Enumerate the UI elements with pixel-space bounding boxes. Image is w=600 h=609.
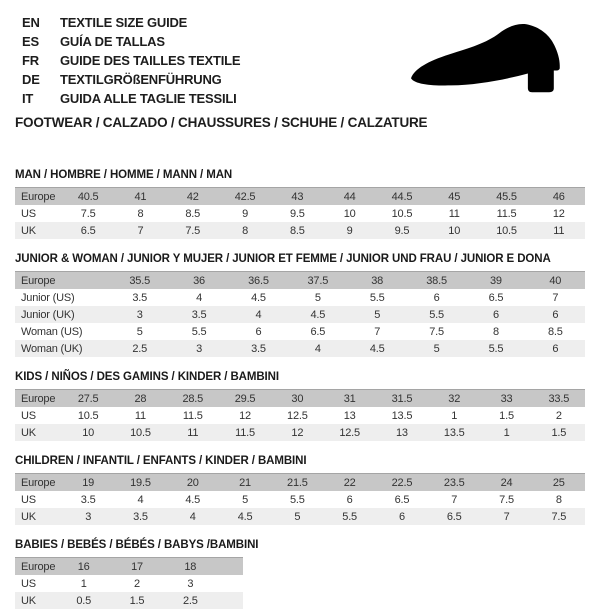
size-cell: 9.5 <box>289 207 305 220</box>
size-cell: 46 <box>552 190 565 203</box>
size-cell: 11.5 <box>182 409 203 422</box>
size-cell: 4 <box>314 342 321 355</box>
size-cell: 40.5 <box>77 190 99 203</box>
size-cell: 7.5 <box>185 224 201 237</box>
size-cell: 1.5 <box>551 426 567 439</box>
size-cell: 10 <box>82 426 95 439</box>
language-text: GUIDA ALLE TAGLIE TESSILI <box>60 91 237 106</box>
size-cell: 44 <box>343 190 356 203</box>
language-code: IT <box>22 91 34 106</box>
size-cell: 37.5 <box>307 274 329 287</box>
size-section-babies <box>15 539 585 609</box>
shoe-icon <box>395 17 580 102</box>
size-cell: 5.5 <box>429 308 444 321</box>
row-label: UK <box>21 594 36 607</box>
size-cell: 6.5 <box>80 224 96 237</box>
row-label: UK <box>21 510 36 523</box>
row-label: Woman (UK) <box>21 342 83 355</box>
row-label: US <box>21 577 36 590</box>
size-section-junior-woman <box>15 253 585 357</box>
size-cell: 22 <box>343 476 356 489</box>
size-cell: 6.5 <box>310 325 326 338</box>
size-cell: 5 <box>136 325 143 338</box>
size-cell: 11 <box>448 207 460 220</box>
size-cell: 7 <box>137 224 144 237</box>
size-cell: 4 <box>189 510 196 523</box>
category-line: FOOTWEAR / CALZADO / CHAUSSURES / SCHUHE / CALZATURE <box>15 115 428 130</box>
language-text: GUÍA DE TALLAS <box>60 34 165 49</box>
size-section-man <box>15 169 585 239</box>
size-table-row <box>15 491 585 508</box>
size-cell: 11 <box>134 409 146 422</box>
size-cell: 1 <box>503 426 510 439</box>
size-cell: 39 <box>490 274 502 287</box>
size-cell: 10.5 <box>391 207 413 220</box>
size-cell: 32 <box>448 392 461 405</box>
size-section-children <box>15 455 585 525</box>
row-label: UK <box>21 426 36 439</box>
size-cell: 13.5 <box>443 426 465 439</box>
size-cell: 6 <box>346 493 353 506</box>
row-label: Europe <box>21 560 56 573</box>
size-cell: 10.5 <box>496 224 517 237</box>
size-cell: 30 <box>291 392 304 405</box>
size-cell: 1 <box>451 409 458 422</box>
size-table-junior-woman <box>15 271 585 357</box>
row-label: Europe <box>21 392 56 405</box>
header <box>15 13 585 108</box>
size-cell: 22.5 <box>391 476 413 489</box>
size-cell: 42.5 <box>234 190 256 203</box>
size-cell: 3.5 <box>251 342 266 355</box>
size-table-row <box>15 323 585 340</box>
size-table-babies <box>15 557 243 609</box>
size-cell: 4 <box>196 291 203 304</box>
size-table-row <box>15 592 243 609</box>
size-cell: 10 <box>343 207 356 220</box>
size-cell: 5.5 <box>488 342 504 355</box>
row-label: US <box>21 409 36 422</box>
size-table-man <box>15 187 585 239</box>
size-cell: 11.5 <box>235 426 255 439</box>
size-cell: 3 <box>196 342 203 355</box>
row-label: Junior (US) <box>21 291 75 304</box>
size-cell: 12 <box>552 207 565 220</box>
size-cell: 8.5 <box>289 224 305 237</box>
size-cell: 31 <box>343 392 356 405</box>
size-cell: 0.5 <box>76 594 92 607</box>
size-cell: 36.5 <box>248 274 269 287</box>
language-code: EN <box>22 15 40 30</box>
size-cell: 6 <box>552 308 559 321</box>
size-cell: 8 <box>555 493 562 506</box>
table-title: KIDS / NIÑOS / DES GAMINS / KINDER / BAMBINI <box>15 371 279 383</box>
size-cell: 6 <box>433 291 440 304</box>
size-cell: 13 <box>343 409 356 422</box>
size-cell: 21.5 <box>287 476 308 489</box>
size-cell: 4.5 <box>237 510 253 523</box>
size-cell: 2 <box>134 577 140 590</box>
size-table-children <box>15 473 585 525</box>
size-cell: 4.5 <box>369 342 385 355</box>
size-table-row <box>15 390 585 407</box>
size-cell: 41 <box>134 190 147 203</box>
size-table-row <box>15 424 585 441</box>
row-label: Woman (US) <box>21 325 83 338</box>
size-cell: 45.5 <box>496 190 517 203</box>
size-cell: 13 <box>396 426 408 439</box>
size-table-row <box>15 289 585 306</box>
size-cell: 7.5 <box>499 493 514 506</box>
size-cell: 33 <box>500 392 513 405</box>
row-label: Europe <box>21 274 56 287</box>
size-cell: 3 <box>136 308 143 321</box>
size-cell: 42 <box>186 190 199 203</box>
size-cell: 3.5 <box>80 493 96 506</box>
size-table-row <box>15 222 585 239</box>
size-cell: 1 <box>80 577 87 590</box>
size-cell: 7.5 <box>551 510 567 523</box>
size-cell: 3.5 <box>132 291 148 304</box>
size-table-row <box>15 188 585 205</box>
size-table-row <box>15 558 243 575</box>
size-cell: 5.5 <box>191 325 207 338</box>
size-cell: 10.5 <box>130 426 151 439</box>
table-title: CHILDREN / INFANTIL / ENFANTS / KINDER / BAMBINI <box>15 455 307 467</box>
table-title: JUNIOR & WOMAN / JUNIOR Y MUJER / JUNIOR ET FEMME / JUNIOR UND FRAU / JUNIOR E DONA <box>15 253 551 265</box>
size-cell: 10.5 <box>77 409 99 422</box>
size-cell: 3 <box>85 510 92 523</box>
size-cell: 9.5 <box>394 224 410 237</box>
size-table-row <box>15 205 585 222</box>
size-cell: 8 <box>492 325 499 338</box>
size-cell: 9 <box>346 224 353 237</box>
size-cell: 29.5 <box>234 392 256 405</box>
size-cell: 7.5 <box>80 207 96 220</box>
size-cell: 5 <box>314 291 321 304</box>
size-cell: 2.5 <box>132 342 148 355</box>
size-cell: 5.5 <box>289 493 305 506</box>
size-cell: 7.5 <box>429 325 444 338</box>
row-label: Europe <box>21 190 56 203</box>
size-cell: 24 <box>500 476 513 489</box>
size-table-row <box>15 508 585 525</box>
size-cell: 5.5 <box>369 291 385 304</box>
size-cell: 4.5 <box>310 308 326 321</box>
size-cell: 33.5 <box>548 392 570 405</box>
size-cell: 36 <box>193 274 205 287</box>
size-cell: 18 <box>184 560 197 573</box>
table-title: MAN / HOMBRE / HOMME / MANN / MAN <box>15 169 233 181</box>
row-label: Europe <box>21 476 56 489</box>
row-label: US <box>21 493 36 506</box>
language-text: TEXTILE SIZE GUIDE <box>60 15 188 30</box>
language-text: TEXTILGRÖßENFÜHRUNG <box>60 72 222 87</box>
size-section-kids <box>15 371 585 441</box>
size-cell: 11.5 <box>496 207 517 220</box>
size-cell: 5 <box>294 510 301 523</box>
size-cell: 43 <box>291 190 304 203</box>
row-label: UK <box>21 224 36 237</box>
size-cell: 16 <box>77 560 90 573</box>
language-text: GUIDE DES TAILLES TEXTILE <box>60 53 241 68</box>
size-cell: 23.5 <box>443 476 465 489</box>
size-table-kids <box>15 389 585 441</box>
size-cell: 4 <box>137 493 144 506</box>
row-label: US <box>21 207 36 220</box>
size-cell: 3.5 <box>191 308 207 321</box>
size-cell: 6 <box>398 510 405 523</box>
size-cell: 5.5 <box>342 510 357 523</box>
size-cell: 20 <box>186 476 199 489</box>
size-table-row <box>15 474 585 491</box>
size-cell: 4.5 <box>185 493 201 506</box>
size-cell: 19 <box>82 476 95 489</box>
size-cell: 44.5 <box>391 190 413 203</box>
size-cell: 19.5 <box>130 476 151 489</box>
size-cell: 45 <box>448 190 461 203</box>
size-table-row <box>15 407 585 424</box>
language-code: ES <box>22 34 39 49</box>
size-cell: 40 <box>549 274 562 287</box>
size-cell: 17 <box>131 560 143 573</box>
size-cell: 7 <box>451 493 458 506</box>
size-table-row <box>15 340 585 357</box>
size-cell: 6 <box>255 325 262 338</box>
size-cell: 12.5 <box>339 426 360 439</box>
size-cell: 12 <box>239 409 251 422</box>
size-cell: 7 <box>503 510 510 523</box>
size-cell: 4 <box>255 308 262 321</box>
size-cell: 7 <box>374 325 381 338</box>
size-cell: 6.5 <box>446 510 462 523</box>
size-cell: 5 <box>374 308 381 321</box>
size-cell: 5 <box>433 342 440 355</box>
size-cell: 9 <box>242 207 248 220</box>
size-cell: 7 <box>552 291 559 304</box>
size-cell: 3 <box>187 577 194 590</box>
size-cell: 2.5 <box>182 594 198 607</box>
size-cell: 3.5 <box>133 510 148 523</box>
size-cell: 6.5 <box>488 291 504 304</box>
size-cell: 1.5 <box>129 594 145 607</box>
size-table-row <box>15 272 585 289</box>
row-label: Junior (UK) <box>21 308 75 321</box>
size-cell: 2 <box>555 409 562 422</box>
size-cell: 38.5 <box>426 274 447 287</box>
size-cell: 4.5 <box>251 291 266 304</box>
size-cell: 6 <box>492 308 499 321</box>
size-cell: 13.5 <box>391 409 413 422</box>
size-cell: 25 <box>552 476 565 489</box>
size-cell: 35.5 <box>129 274 150 287</box>
size-cell: 28 <box>134 392 147 405</box>
size-cell: 8 <box>137 207 144 220</box>
size-cell: 12.5 <box>287 409 308 422</box>
size-cell: 11 <box>553 224 565 237</box>
size-cell: 27.5 <box>77 392 99 405</box>
size-table-row <box>15 306 585 323</box>
size-cell: 11 <box>187 426 199 439</box>
size-cell: 8.5 <box>185 207 201 220</box>
size-cell: 28.5 <box>182 392 204 405</box>
size-cell: 8 <box>242 224 248 237</box>
size-cell: 38 <box>371 274 384 287</box>
size-cell: 6.5 <box>394 493 410 506</box>
size-cell: 12 <box>291 426 304 439</box>
size-cell: 8.5 <box>547 325 563 338</box>
size-cell: 31.5 <box>391 392 413 405</box>
size-table-row <box>15 575 243 592</box>
size-cell: 21 <box>239 476 251 489</box>
size-cell: 6 <box>552 342 559 355</box>
size-cell: 10 <box>448 224 461 237</box>
language-code: FR <box>22 53 39 68</box>
size-cell: 5 <box>242 493 248 506</box>
language-code: DE <box>22 72 40 87</box>
size-cell: 1.5 <box>499 409 514 422</box>
table-title: BABIES / BEBÉS / BÉBÉS / BABYS /BAMBINI <box>15 539 259 551</box>
